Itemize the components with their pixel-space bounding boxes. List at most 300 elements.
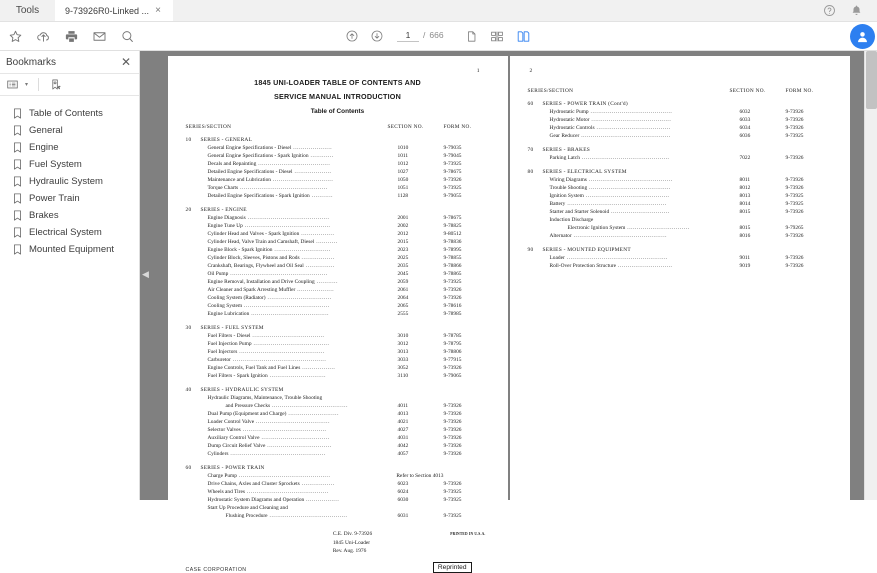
toc-entry-form-no: 9-78806 [443,349,462,356]
toc-entry-section-no: 2059 [397,279,409,286]
toc-entry-form-no: 9-73926 [785,209,804,215]
toc-entry-form-no: 9-73925 [785,133,804,139]
leader-dots: ...................................... [594,125,671,131]
toc-entry-form-no: 9-78866 [443,263,462,270]
sidebar-item-table-of-contents[interactable] [0,105,139,122]
reprinted-stamp: Reprinted [433,562,472,573]
leader-dots: ............................ [615,263,673,269]
leader-dots: ........................................... [586,177,673,183]
sidebar-item-general[interactable] [0,122,139,139]
toc-entry[interactable] [186,512,490,520]
toc-group-header [528,147,832,153]
toc-entry-label: Engine Tune Up ............................................ [207,223,331,230]
toc-column-headers [528,88,832,94]
toc-entry[interactable] [186,450,490,458]
leader-dots: ................. [299,481,335,488]
toc-group-number: 80 [527,169,534,175]
leader-dots: ................................. [265,295,332,302]
envelope-icon[interactable] [92,29,107,44]
toc-entry-section-no: 4057 [397,451,409,458]
toc-group-number: 10 [185,137,192,144]
view-mode-group [465,30,531,43]
leader-dots: ......................................... [589,117,672,123]
toc-entry[interactable] [186,160,490,168]
main-body [0,51,877,573]
page-folio: 1 [476,68,480,74]
toc-entry-label: Carburetor ................................................ [207,357,327,364]
bookmark-list [0,96,139,258]
toc-entry-section-no: 8014 [739,201,751,207]
toc-entry-form-no: 9-73926 [785,255,804,261]
toc-entry-form-no: 9-73926 [443,411,462,418]
toc-entry[interactable] [186,410,490,418]
toc-entry-form-no: 9-73925 [443,497,462,504]
toc-entry-form-no: 9-73926 [443,435,462,442]
toc-entry-label: General Engine Specifications - Spark Ignition ............ [207,153,334,160]
toc-entry[interactable] [186,340,490,348]
toc-entry[interactable] [186,238,490,246]
toc-entry-form-no: 9-73926 [785,155,804,161]
toc-entry-label: Crankshaft, Bearings, Flywheel and Oil Seal ............... [207,263,335,270]
toc-entry[interactable] [186,222,490,230]
toc-entry-form-no: 9-78675 [443,215,462,222]
toc-entry-label: Engine Removal, Installation and Drive Coupling ........... [207,279,339,286]
toc-entry[interactable] [186,262,490,270]
page-scroll-icon[interactable] [490,30,504,43]
toc-group-header [186,207,490,213]
toc-entry-form-no: 9-78865 [443,271,462,278]
toc-entry-section-no: 8013 [739,193,751,199]
col-header-form-no: FORM NO. [443,124,472,131]
sidebar-item-electrical-system[interactable] [0,224,139,241]
toc-entry-section-no: 1027 [397,169,409,176]
col-header-series: SERIES/SECTION [185,124,232,131]
leader-dots: ............................................ [242,223,331,230]
leader-dots: ................................................ [230,357,327,364]
leader-dots: ........... [314,239,338,246]
toc-entry-section-no: 2064 [397,295,409,302]
toc-entry[interactable] [186,246,490,254]
leader-dots: ............................... [270,177,334,184]
toc-entry-label: Fuel Filters - Spark Ignition ............................. [207,373,327,380]
toc-groups-right [528,101,832,270]
sidebar-item-label: Table of Contents [29,108,103,119]
toc-entry[interactable] [528,116,832,124]
toc-entry[interactable] [528,200,832,208]
leader-dots: .......................................... [588,109,673,115]
toc-group-title: SERIES - BRAKES [542,147,590,153]
toc-entry-section-no: 6024 [397,489,409,496]
toc-entry-form-no: 9-78836 [443,239,462,246]
sidebar-item-power-train[interactable] [0,190,139,207]
toc-entry-label: Ignition System ........................................... [549,193,670,199]
sidebar-item-label: Mounted Equipment [29,244,115,255]
bookmark-icon [13,142,22,153]
page-bottom-row [186,562,490,573]
toc-entry-section-no: 4027 [397,427,409,434]
close-sidebar-icon[interactable]: ✕ [120,55,131,69]
leader-dots: ................. [304,497,340,504]
toc-entry[interactable] [186,394,490,402]
toc-group-number: 60 [185,465,192,472]
document-title-line2: SERVICE MANUAL INTRODUCTION [274,91,401,101]
toc-group-title: SERIES - GENERAL [200,137,253,144]
toc-entry-label: Oil Pump .................................................. [207,271,328,278]
toc-entry-form-no: 9-73926 [785,263,804,269]
sidebar-title: Bookmarks [6,56,57,68]
bookmark-icon [13,193,22,204]
leader-dots: ............................................. [579,155,670,161]
toc-entry[interactable] [186,332,490,340]
footer-revision: Rev. Aug. 1976 [332,547,367,554]
toc-entry-section-no: 2555 [397,311,409,318]
toc-entry[interactable] [186,480,490,488]
sidebar-item-fuel-system[interactable] [0,156,139,173]
toc-entry[interactable] [186,402,490,410]
toc-entry-section-no: 4031 [397,435,409,442]
document-tab-label: 9-73926R0-Linked ... [65,5,150,16]
toc-group-title: SERIES - POWER TRAIN [200,465,265,472]
toc-groups-left [186,137,490,520]
toc-entry-label: Starter and Starter Solenoid .............................. [549,209,670,215]
toc-entry-form-no: 9-73926 [785,125,804,131]
col-header-form-no: FORM NO. [785,88,814,94]
toc-entry-form-no: 9-73926 [443,287,462,294]
toc-group-header [186,465,490,471]
toc-entry[interactable] [528,124,832,132]
page-navigation-group [345,29,531,43]
toc-entry-label: Fuel Injection Pump ....................................... [207,341,330,348]
toc-entry-form-no: 9-78795 [443,341,462,348]
toc-entry-label: Flushing Procedure ........................................ [225,513,348,520]
toc-group-header [528,247,832,253]
leader-dots: .................................................. [228,271,328,278]
toc-entry[interactable] [186,286,490,294]
sidebar-item-label: General [29,125,63,136]
leader-dots: ........................................ [249,311,330,318]
toc-entry-section-no: 6032 [739,109,751,115]
toc-entry[interactable] [186,488,490,496]
toc-entry[interactable] [528,184,832,192]
sidebar-item-engine[interactable] [0,139,139,156]
toc-entry-section-no: 2002 [397,223,409,230]
leader-dots: .......................................... [244,489,329,496]
pdf-page-right [510,56,850,500]
toc-entry[interactable] [186,254,490,262]
toc-entry[interactable] [186,302,490,310]
leader-dots: ........................................... [583,193,670,199]
toc-entry-section-no: 1012 [397,161,409,168]
toc-entry-section-no: 9019 [739,263,751,269]
leader-dots: ............ [308,153,334,160]
toc-group-title: SERIES - ELECTRICAL SYSTEM [542,169,627,175]
toc-entry[interactable] [186,192,490,200]
toc-entry-form-no: 9-73926 [785,117,804,123]
toc-entry-label: and Pressure Checks ....................................... [225,403,349,410]
toc-group [186,387,490,458]
toc-entry[interactable] [186,356,490,364]
toc-entry-label: Engine Lubrication ........................................ [207,311,330,318]
toc-entry-section-no: 1050 [397,177,409,184]
toc-entry[interactable] [186,310,490,318]
toc-entry-label: Cylinder Block, Sleeves, Pistons and Rods ................. [207,255,335,262]
toc-group-header [528,169,832,175]
leader-dots: ................................. [265,443,332,450]
toc-entry[interactable] [186,504,490,512]
arrow-down-circle-icon[interactable] [370,29,384,43]
scrollbar-thumb[interactable] [866,51,877,109]
leader-dots: ............................. [267,373,327,380]
toc-entry-form-no: 9-73925 [443,489,462,496]
search-icon[interactable] [120,29,135,44]
footer-ce-div: C.E. Div. 9-73926 [332,531,373,538]
toc-entry-form-no: 9-78855 [443,255,462,262]
toc-entry-section-no: 1010 [397,145,409,152]
toc-entry[interactable] [186,168,490,176]
toc-entry[interactable] [186,270,490,278]
page-footer-block [186,530,490,554]
toc-entry-section-no: 8011 [739,177,751,183]
toc-entry-section-no: 2045 [397,271,409,278]
toc-entry-label: Hydrostatic Pump .......................................... [549,109,673,115]
toc-entry-label: Air Cleaner and Spark Arresting Muffler ................... [207,287,335,294]
toc-group [528,169,832,240]
toc-entry-form-no: 9-78785 [443,333,462,340]
new-bookmark-icon[interactable] [49,78,62,91]
leader-dots: ................................................ [571,233,668,239]
leader-dots: ................................... [259,435,330,442]
toc-entry-section-no: 2035 [397,263,409,270]
toc-entry-form-no: 9-73925 [443,513,462,520]
sidebar-item-label: Hydraulic System [29,176,103,187]
toc-entry-label: Cylinders ................................................. [207,451,326,458]
page-spread [168,56,850,573]
toc-entry-label: Hydrostatic Motor ......................................... [549,117,672,123]
toc-entry[interactable] [186,496,490,504]
toc-entry-section-no: 4021 [397,419,409,426]
toc-entry-section-no: 2001 [397,215,409,222]
toc-entry-label: Cooling System (Radiator) ................................. [207,295,332,302]
toc-group-title: SERIES - POWER TRAIN (Cont'd) [542,101,628,107]
star-icon[interactable] [8,29,23,44]
toc-entry[interactable] [528,176,832,184]
leader-dots: .......................................... [245,215,330,222]
toc-entry-form-no: 9-78825 [443,223,462,230]
tab-bar-actions [823,0,877,21]
chevron-down-icon[interactable]: ▾ [25,82,29,88]
toc-entry-section-no: 4042 [397,443,409,450]
footer-printed-in: PRINTED IN U.S.A. [450,532,486,537]
toc-entry[interactable] [186,364,490,372]
toc-entry-label: Detailed Engine Specifications - Diesel ................... [207,169,332,176]
toc-entry[interactable] [528,108,832,116]
toc-entry[interactable] [528,262,832,270]
toc-entry-form-no: 9-80512 [443,231,462,238]
toc-entry-section-no: 8015 [739,225,751,231]
toc-group-number: 70 [527,147,534,153]
toc-entry-form-no: 9-73926 [443,481,462,488]
toc-entry[interactable] [186,278,490,286]
sidebar-item-mounted-equipment[interactable] [0,241,139,258]
tab-bar-spacer [173,0,823,21]
collapse-sidebar-handle[interactable]: ◀ [142,269,149,279]
toc-entry[interactable] [186,442,490,450]
leader-dots: ................. [299,231,335,238]
toc-entry-label: Wiring Diagrams ........................................... [549,177,673,183]
toc-entry[interactable] [186,472,490,480]
toc-entry-label: Engine Controls, Fuel Tank and Fuel Lines ................. [207,365,336,372]
arrow-up-circle-icon[interactable] [345,29,359,43]
leader-dots: .............................................. [579,133,671,139]
toc-entry[interactable] [186,184,490,192]
toc-entry-form-no: 9-73926 [443,177,462,184]
list-options-icon[interactable] [6,78,19,91]
leader-dots: ............................. [272,247,331,254]
toc-entry-section-no: 1011 [397,153,409,160]
toc-entry-form-no: 9-73925 [443,279,462,286]
tools-button[interactable] [0,0,55,21]
toc-entry[interactable] [186,144,490,152]
toc-entry-label: Induction Discharge [549,217,594,223]
toc-entry-label: Decals and Repainting ..................................... [207,161,331,168]
toc-entry[interactable] [528,224,832,232]
col-header-series: SERIES/SECTION [527,88,574,94]
toc-entry-label: Loader .................................................... [549,255,668,261]
single-page-icon[interactable] [465,30,478,43]
toc-entry[interactable] [186,434,490,442]
total-pages-label: 666 [429,30,444,40]
col-header-section-no: SECTION NO. [729,88,766,94]
toc-entry-form-no: 9-73926 [443,427,462,434]
toc-entry-section-no: Refer to Section 4013 [396,473,444,480]
leader-dots: ........... [314,279,339,286]
toc-group [186,207,490,318]
toc-entry-form-no: 9-73926 [443,403,462,410]
leader-dots: ............................................ [242,303,330,310]
toc-entry-label: Wheels and Tires .......................................... [207,489,329,496]
toc-entry-section-no: 6034 [739,125,751,131]
toc-group-header [186,325,490,331]
leader-dots: ................. [299,255,335,262]
close-tab-icon[interactable]: × [155,4,161,16]
toc-entry[interactable] [186,372,490,380]
leader-dots: .......................... [286,411,340,418]
toc-entry-form-no: 9-78985 [443,311,462,318]
toc-entry-section-no: 3052 [397,365,409,372]
vertical-scrollbar[interactable] [864,51,877,500]
two-page-spread-icon[interactable] [516,30,531,43]
sidebar-item-hydraulic-system[interactable] [0,173,139,190]
sidebar-toolbar-divider [38,78,39,91]
toc-group [528,247,832,270]
toc-group [186,137,490,200]
current-page-input[interactable] [397,30,419,42]
toc-entry[interactable] [528,216,832,224]
toc-entry-label: Hydraulic Diagrams, Maintenance, Trouble Shooting [207,395,323,402]
toc-entry-section-no [398,504,444,512]
toc-entry-label: Parking Latch ............................................. [549,155,670,161]
toc-entry-section-no: 2023 [397,247,409,254]
toc-entry-section-no: 1128 [397,193,409,200]
toc-entry-section-no: 6030 [397,497,409,504]
toc-entry-form-no: 9-78675 [443,169,462,176]
document-subtitle: Table of Contents [310,108,365,116]
leader-dots: .................................................... [564,255,668,261]
leader-dots: ........................................... [240,427,327,434]
toc-entry[interactable] [186,214,490,222]
toc-entry[interactable] [186,426,490,434]
toc-group-number: 40 [185,387,192,394]
sidebar-item-label: Power Train [29,193,80,204]
toc-entry[interactable] [528,132,832,140]
toc-entry[interactable] [528,232,832,240]
page-folio: 2 [529,68,533,74]
toc-entry[interactable] [528,208,832,216]
leader-dots: ..................................... [250,333,325,340]
help-circle-icon[interactable] [823,4,836,17]
sidebar-toolbar [0,74,139,96]
toc-entry-section-no: 9011 [739,255,751,261]
bookmark-icon [13,125,22,136]
toc-entry-label: Torque Charts ............................................. [207,185,328,192]
leader-dots: ........................................ [267,513,348,520]
toc-entry[interactable] [186,294,490,302]
toc-group [528,101,832,140]
leader-dots: ............................................ [237,349,325,356]
sidebar-item-brakes[interactable] [0,207,139,224]
toc-entry-section-no: 2015 [397,239,409,246]
toc-entry-form-no: 9-78995 [443,247,462,254]
toc-entry-label: General Engine Specifications - Diesel .................... [207,145,333,152]
toc-group-number: 60 [527,101,534,107]
toc-entry-label: Roll-Over Protection Structure ............................ [549,263,673,269]
user-avatar[interactable] [850,24,875,49]
toc-entry-form-no: 9-79055 [443,193,462,200]
toc-entry-label: Engine Block - Spark Ignition ............................. [207,247,331,254]
toc-entry[interactable] [186,152,490,160]
toc-entry-form-no: 9-73926 [443,443,462,450]
toc-entry-label: Detailed Engine Specifications - Spark Ignition ........... [207,193,334,200]
toc-entry-form-no: 9-73925 [785,201,804,207]
document-tab[interactable] [55,0,173,21]
bookmark-icon [13,210,22,221]
bookmark-icon [13,227,22,238]
toc-entry-form-no: 9-79065 [443,373,462,380]
toc-entry[interactable] [186,418,490,426]
toc-entry-form-no: 9-79265 [785,225,804,231]
toc-entry-form-no [786,216,832,224]
toc-entry-section-no: 7022 [739,155,751,161]
toc-entry[interactable] [528,154,832,162]
footer-company: CASE CORPORATION [185,566,247,573]
toc-entry-section-no: 6033 [739,117,751,123]
bell-icon[interactable] [850,4,863,17]
print-icon[interactable] [64,29,79,44]
toc-entry-form-no: 9-73926 [785,177,804,183]
toc-entry[interactable] [186,348,490,356]
toc-entry[interactable] [186,176,490,184]
toc-entry-section-no [740,216,786,224]
toc-entry[interactable] [528,254,832,262]
toc-group [528,147,832,162]
toc-entry-section-no: 4011 [397,403,409,410]
upload-cloud-icon[interactable] [36,29,51,44]
toc-entry-section-no: 2025 [397,255,409,262]
toc-entry[interactable] [528,192,832,200]
leader-dots: ............... [303,263,335,270]
toc-group-title: SERIES - MOUNTED EQUIPMENT [542,247,631,253]
toc-entry[interactable] [186,230,490,238]
